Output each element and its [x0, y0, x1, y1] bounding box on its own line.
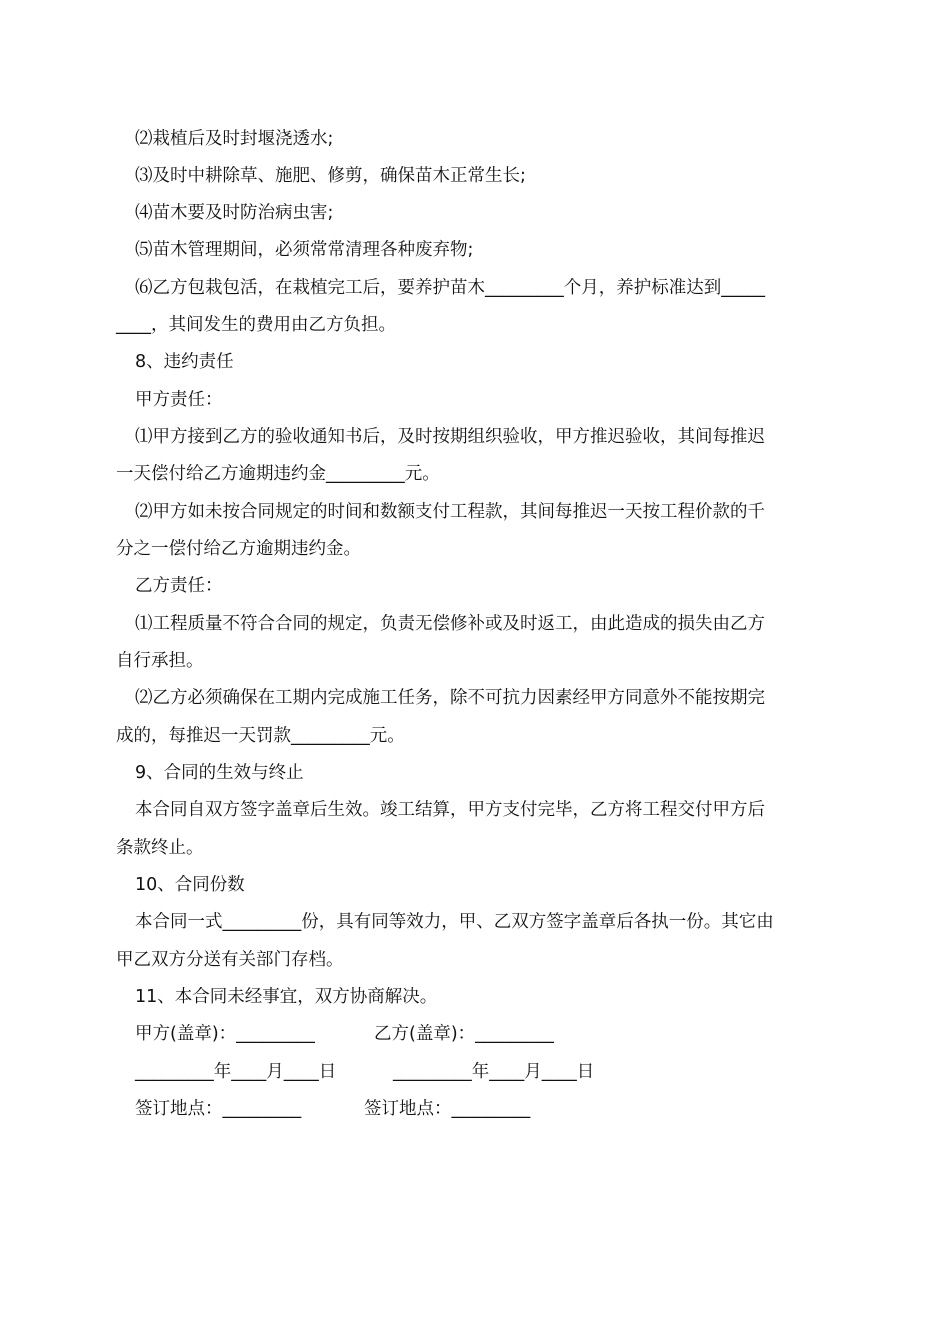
clause-line: ⑶及时中耕除草、施肥、修剪，确保苗木正常生长;: [135, 166, 526, 186]
party-b-date-field: _________年____月____日: [393, 1062, 595, 1082]
party-a-place-field: 签订地点：_________: [135, 1099, 302, 1119]
party-b-place-field: 签订地点：_________: [364, 1099, 531, 1119]
clause-line: ⑸苗木管理期间，必须常常清理各种废弃物;: [135, 240, 474, 260]
clause-line: 一天偿付给乙方逾期违约金_________元。: [116, 464, 440, 484]
clause-line: 成的，每推迟一天罚款_________元。: [116, 726, 405, 746]
clause-line: 甲乙双方分送有关部门存档。: [116, 950, 344, 970]
clause-line: ⑵栽植后及时封堰浇透水;: [135, 129, 334, 149]
clause-line: ⑵乙方必须确保在工期内完成施工任务，除不可抗力因素经甲方同意外不能按期完: [135, 688, 765, 708]
clause-line: 自行承担。: [116, 651, 204, 671]
clause-line: ⑴工程质量不符合合同的规定，负责无偿修补或及时返工，由此造成的损失由乙方: [135, 614, 765, 634]
party-a-seal-field: 甲方(盖章)：_________: [135, 1024, 315, 1044]
section-heading: 9、合同的生效与终止: [135, 763, 304, 783]
clause-line: ⑴甲方接到乙方的验收通知书后，及时按期组织验收，甲方推迟验收，其间每推迟: [135, 427, 765, 447]
clause-line: 条款终止。: [116, 838, 204, 858]
section-heading: 11、本合同未经事宜，双方协商解决。: [135, 987, 438, 1007]
subheading: 甲方责任：: [135, 390, 223, 410]
clause-line: ⑷苗木要及时防治病虫害;: [135, 203, 334, 223]
subheading: 乙方责任：: [135, 576, 223, 596]
clause-line: ⑹乙方包栽包活，在栽植完工后，要养护苗木_________个月，养护标准达到_____: [135, 278, 765, 298]
clause-line: 本合同自双方签字盖章后生效。竣工结算，甲方支付完毕，乙方将工程交付甲方后: [135, 800, 765, 820]
section-heading: 10、合同份数: [135, 875, 245, 895]
section-heading: 8、违约责任: [135, 352, 234, 372]
party-a-date-field: _________年____月____日: [135, 1062, 337, 1082]
clause-line: ⑵甲方如未按合同规定的时间和数额支付工程款，其间每推迟一天按工程价款的千: [135, 502, 765, 522]
clause-line: 本合同一式_________份，具有同等效力，甲、乙双方签字盖章后各执一份。其它由: [135, 912, 774, 932]
clause-line: ____，其间发生的费用由乙方负担。: [116, 315, 396, 335]
clause-line: 分之一偿付给乙方逾期违约金。: [116, 539, 361, 559]
party-b-seal-field: 乙方(盖章)：_________: [374, 1024, 554, 1044]
